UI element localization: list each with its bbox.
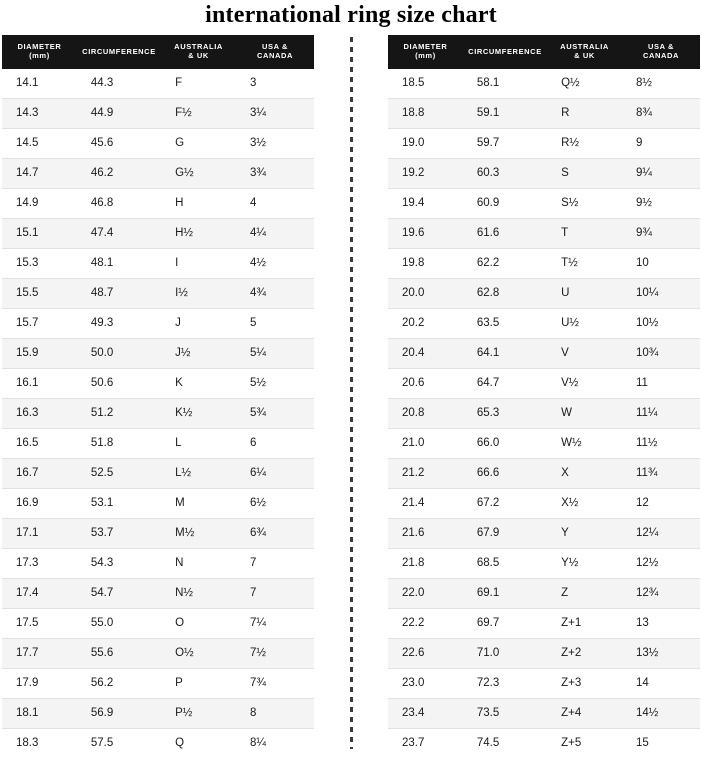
cell-circumference: 71.0 — [463, 638, 547, 668]
cell-circumference: 51.2 — [77, 398, 161, 428]
cell-diameter: 23.4 — [388, 698, 463, 728]
cell-circumference: 51.8 — [77, 428, 161, 458]
cell-usa-canada: 6 — [236, 428, 314, 458]
ring-size-chart-page — [0, 2, 702, 749]
column-header-australia-uk — [161, 35, 236, 69]
table-row — [388, 338, 700, 368]
cell-diameter: 17.5 — [2, 608, 77, 638]
cell-diameter: 18.5 — [388, 69, 463, 99]
cell-australia-uk: H½ — [161, 218, 236, 248]
left-size-table — [2, 35, 314, 758]
cell-circumference: 60.9 — [463, 188, 547, 218]
cell-diameter: 20.4 — [388, 338, 463, 368]
table-row — [388, 308, 700, 338]
cell-diameter: 17.9 — [2, 668, 77, 698]
cell-australia-uk: Q — [161, 728, 236, 758]
cell-usa-canada: 12½ — [622, 548, 700, 578]
cell-circumference: 53.7 — [77, 518, 161, 548]
table-row — [2, 158, 314, 188]
cell-circumference: 64.7 — [463, 368, 547, 398]
cell-usa-canada: 4¼ — [236, 218, 314, 248]
cell-usa-canada: 7¾ — [236, 668, 314, 698]
cell-usa-canada: 10 — [622, 248, 700, 278]
cell-circumference: 66.0 — [463, 428, 547, 458]
cell-diameter: 21.0 — [388, 428, 463, 458]
cell-diameter: 20.2 — [388, 308, 463, 338]
cell-usa-canada: 7½ — [236, 638, 314, 668]
cell-usa-canada: 4¾ — [236, 278, 314, 308]
cell-diameter: 19.4 — [388, 188, 463, 218]
table-row — [388, 128, 700, 158]
cell-circumference: 54.7 — [77, 578, 161, 608]
table-row — [388, 638, 700, 668]
table-row — [2, 698, 314, 728]
cell-diameter: 18.8 — [388, 98, 463, 128]
cell-diameter: 17.1 — [2, 518, 77, 548]
cell-circumference: 44.3 — [77, 69, 161, 99]
cell-australia-uk: O½ — [161, 638, 236, 668]
cell-usa-canada: 11¾ — [622, 458, 700, 488]
cell-circumference: 67.9 — [463, 518, 547, 548]
cell-australia-uk: K½ — [161, 398, 236, 428]
cell-diameter: 21.2 — [388, 458, 463, 488]
cell-circumference: 74.5 — [463, 728, 547, 758]
cell-usa-canada: 8½ — [622, 69, 700, 99]
cell-diameter: 19.6 — [388, 218, 463, 248]
cell-diameter: 16.5 — [2, 428, 77, 458]
table-row — [2, 368, 314, 398]
cell-usa-canada: 13½ — [622, 638, 700, 668]
cell-usa-canada: 8¾ — [622, 98, 700, 128]
cell-usa-canada: 8 — [236, 698, 314, 728]
cell-circumference: 69.7 — [463, 608, 547, 638]
cell-circumference: 59.7 — [463, 128, 547, 158]
cell-diameter: 16.3 — [2, 398, 77, 428]
right-table-header — [388, 35, 700, 69]
table-row — [388, 668, 700, 698]
cell-australia-uk: U — [547, 278, 622, 308]
cell-usa-canada: 5¾ — [236, 398, 314, 428]
table-row — [2, 338, 314, 368]
table-row — [388, 248, 700, 278]
cell-usa-canada: 3 — [236, 69, 314, 99]
cell-diameter: 14.9 — [2, 188, 77, 218]
cell-usa-canada: 10¾ — [622, 338, 700, 368]
column-header-circumference — [463, 35, 547, 69]
cell-circumference: 48.1 — [77, 248, 161, 278]
cell-australia-uk: Y — [547, 518, 622, 548]
charts-container — [0, 35, 702, 758]
cell-diameter: 15.9 — [2, 338, 77, 368]
cell-australia-uk: O — [161, 608, 236, 638]
cell-circumference: 59.1 — [463, 98, 547, 128]
cell-usa-canada: 3¾ — [236, 158, 314, 188]
cell-circumference: 55.0 — [77, 608, 161, 638]
cell-australia-uk: R½ — [547, 128, 622, 158]
cell-circumference: 45.6 — [77, 128, 161, 158]
cell-circumference: 57.5 — [77, 728, 161, 758]
table-row — [388, 69, 700, 99]
cell-australia-uk: T½ — [547, 248, 622, 278]
cell-circumference: 50.0 — [77, 338, 161, 368]
cell-australia-uk: I — [161, 248, 236, 278]
table-row — [2, 488, 314, 518]
table-row — [2, 398, 314, 428]
cell-usa-canada: 5½ — [236, 368, 314, 398]
table-row — [388, 728, 700, 758]
cell-circumference: 50.6 — [77, 368, 161, 398]
cell-australia-uk: W½ — [547, 428, 622, 458]
cell-australia-uk: V½ — [547, 368, 622, 398]
cell-circumference: 62.8 — [463, 278, 547, 308]
cell-diameter: 15.5 — [2, 278, 77, 308]
cell-circumference: 46.2 — [77, 158, 161, 188]
cell-diameter: 23.7 — [388, 728, 463, 758]
header-row — [388, 35, 700, 69]
cell-diameter: 14.5 — [2, 128, 77, 158]
table-row — [2, 188, 314, 218]
table-row — [388, 158, 700, 188]
cell-usa-canada: 7 — [236, 578, 314, 608]
cell-australia-uk: Z+4 — [547, 698, 622, 728]
table-row — [388, 398, 700, 428]
column-header-usa-canada — [622, 35, 700, 69]
header-row — [2, 35, 314, 69]
cell-usa-canada: 9¾ — [622, 218, 700, 248]
cell-circumference: 63.5 — [463, 308, 547, 338]
cell-australia-uk: Q½ — [547, 69, 622, 99]
table-row — [2, 668, 314, 698]
cell-usa-canada: 11¼ — [622, 398, 700, 428]
table-row — [2, 578, 314, 608]
cell-usa-canada: 3¼ — [236, 98, 314, 128]
column-header-circumference-line1: CIRCUMFERENCE — [82, 46, 156, 56]
cell-usa-canada: 5¼ — [236, 338, 314, 368]
cell-diameter: 16.9 — [2, 488, 77, 518]
cell-usa-canada: 3½ — [236, 128, 314, 158]
cell-diameter: 22.2 — [388, 608, 463, 638]
cell-diameter: 21.8 — [388, 548, 463, 578]
cell-australia-uk: F½ — [161, 98, 236, 128]
column-header-australia-uk — [547, 35, 622, 69]
cell-usa-canada: 7 — [236, 548, 314, 578]
cell-australia-uk: L — [161, 428, 236, 458]
cell-australia-uk: Z+1 — [547, 608, 622, 638]
cell-circumference: 61.6 — [463, 218, 547, 248]
cell-circumference: 55.6 — [77, 638, 161, 668]
cell-circumference: 65.3 — [463, 398, 547, 428]
cell-usa-canada: 14½ — [622, 698, 700, 728]
cell-usa-canada: 7¼ — [236, 608, 314, 638]
cell-circumference: 66.6 — [463, 458, 547, 488]
cell-diameter: 17.4 — [2, 578, 77, 608]
cell-usa-canada: 11 — [622, 368, 700, 398]
cell-circumference: 47.4 — [77, 218, 161, 248]
cell-australia-uk: J½ — [161, 338, 236, 368]
cell-australia-uk: S½ — [547, 188, 622, 218]
table-row — [2, 128, 314, 158]
page-title: international ring size chart — [205, 2, 497, 28]
cell-diameter: 21.4 — [388, 488, 463, 518]
cell-circumference: 56.2 — [77, 668, 161, 698]
cell-australia-uk: P½ — [161, 698, 236, 728]
cell-australia-uk: I½ — [161, 278, 236, 308]
table-row — [388, 188, 700, 218]
column-header-australia-uk-line1: AUSTRALIA — [560, 42, 609, 51]
cell-diameter: 15.3 — [2, 248, 77, 278]
cell-circumference: 53.1 — [77, 488, 161, 518]
cell-diameter: 15.1 — [2, 218, 77, 248]
cell-circumference: 49.3 — [77, 308, 161, 338]
cell-usa-canada: 9 — [622, 128, 700, 158]
cell-circumference: 52.5 — [77, 458, 161, 488]
cell-circumference: 64.1 — [463, 338, 547, 368]
cell-australia-uk: W — [547, 398, 622, 428]
column-header-diameter-line2: (mm) — [29, 51, 50, 61]
cell-australia-uk: X — [547, 458, 622, 488]
table-row — [388, 608, 700, 638]
cell-usa-canada: 4½ — [236, 248, 314, 278]
cell-circumference: 48.7 — [77, 278, 161, 308]
table-row — [388, 278, 700, 308]
cell-usa-canada: 15 — [622, 728, 700, 758]
cell-diameter: 14.1 — [2, 69, 77, 99]
cell-diameter: 14.7 — [2, 158, 77, 188]
cell-australia-uk: G½ — [161, 158, 236, 188]
cell-diameter: 15.7 — [2, 308, 77, 338]
cell-circumference: 58.1 — [463, 69, 547, 99]
cell-circumference: 62.2 — [463, 248, 547, 278]
right-size-table — [388, 35, 700, 758]
table-row — [2, 728, 314, 758]
table-row — [388, 458, 700, 488]
divider-line — [350, 37, 353, 749]
cell-diameter: 17.7 — [2, 638, 77, 668]
right-table-body — [388, 69, 700, 758]
cell-australia-uk: V — [547, 338, 622, 368]
column-header-circumference — [77, 35, 161, 69]
table-row — [2, 548, 314, 578]
cell-diameter: 17.3 — [2, 548, 77, 578]
table-row — [388, 548, 700, 578]
cell-circumference: 56.9 — [77, 698, 161, 728]
column-header-diameter — [2, 35, 77, 69]
table-row — [388, 368, 700, 398]
cell-australia-uk: M½ — [161, 518, 236, 548]
cell-usa-canada: 10½ — [622, 308, 700, 338]
cell-diameter: 16.1 — [2, 368, 77, 398]
left-table-header — [2, 35, 314, 69]
column-header-australia-uk-line2: & UK — [574, 51, 595, 61]
cell-usa-canada: 5 — [236, 308, 314, 338]
cell-usa-canada: 11½ — [622, 428, 700, 458]
cell-australia-uk: Y½ — [547, 548, 622, 578]
cell-circumference: 72.3 — [463, 668, 547, 698]
vertical-dotted-divider — [344, 35, 358, 758]
cell-circumference: 69.1 — [463, 578, 547, 608]
cell-usa-canada: 12¾ — [622, 578, 700, 608]
table-row — [2, 98, 314, 128]
column-header-australia-uk-line1: AUSTRALIA — [174, 42, 223, 51]
table-row — [388, 218, 700, 248]
table-row — [2, 458, 314, 488]
cell-diameter: 22.6 — [388, 638, 463, 668]
cell-australia-uk: F — [161, 69, 236, 99]
cell-australia-uk: Z — [547, 578, 622, 608]
cell-australia-uk: L½ — [161, 458, 236, 488]
cell-australia-uk: M — [161, 488, 236, 518]
cell-australia-uk: U½ — [547, 308, 622, 338]
column-header-diameter — [388, 35, 463, 69]
cell-circumference: 60.3 — [463, 158, 547, 188]
table-row — [2, 518, 314, 548]
cell-usa-canada: 4 — [236, 188, 314, 218]
column-header-usa-canada-line1: USA & — [647, 42, 675, 51]
cell-diameter: 21.6 — [388, 518, 463, 548]
cell-australia-uk: X½ — [547, 488, 622, 518]
cell-usa-canada: 12 — [622, 488, 700, 518]
cell-diameter: 19.0 — [388, 128, 463, 158]
cell-diameter: 22.0 — [388, 578, 463, 608]
cell-australia-uk: Z+3 — [547, 668, 622, 698]
cell-australia-uk: N — [161, 548, 236, 578]
column-header-diameter-line2: (mm) — [415, 51, 436, 61]
cell-circumference: 68.5 — [463, 548, 547, 578]
cell-usa-canada: 12¼ — [622, 518, 700, 548]
column-header-circumference-line1: CIRCUMFERENCE — [468, 46, 542, 56]
table-row — [2, 248, 314, 278]
table-row — [2, 218, 314, 248]
cell-diameter: 18.1 — [2, 698, 77, 728]
column-header-usa-canada-line2: CANADA — [642, 51, 680, 61]
cell-usa-canada: 8¼ — [236, 728, 314, 758]
cell-diameter: 18.3 — [2, 728, 77, 758]
table-row — [2, 278, 314, 308]
cell-circumference: 44.9 — [77, 98, 161, 128]
cell-australia-uk: H — [161, 188, 236, 218]
cell-usa-canada: 10¼ — [622, 278, 700, 308]
cell-diameter: 20.6 — [388, 368, 463, 398]
cell-circumference: 54.3 — [77, 548, 161, 578]
cell-usa-canada: 9½ — [622, 188, 700, 218]
cell-usa-canada: 9¼ — [622, 158, 700, 188]
table-row — [2, 308, 314, 338]
cell-australia-uk: Z+5 — [547, 728, 622, 758]
table-row — [2, 638, 314, 668]
cell-diameter: 19.8 — [388, 248, 463, 278]
cell-diameter: 16.7 — [2, 458, 77, 488]
cell-usa-canada: 6¾ — [236, 518, 314, 548]
column-header-diameter-line1: DIAMETER — [17, 42, 62, 51]
cell-usa-canada: 14 — [622, 668, 700, 698]
table-row — [2, 69, 314, 99]
cell-australia-uk: S — [547, 158, 622, 188]
column-header-australia-uk-line2: & UK — [188, 51, 209, 61]
cell-australia-uk: R — [547, 98, 622, 128]
cell-australia-uk: J — [161, 308, 236, 338]
table-row — [388, 98, 700, 128]
cell-circumference: 46.8 — [77, 188, 161, 218]
left-table-body — [2, 69, 314, 758]
cell-circumference: 73.5 — [463, 698, 547, 728]
cell-usa-canada: 6½ — [236, 488, 314, 518]
cell-diameter: 20.0 — [388, 278, 463, 308]
table-row — [388, 518, 700, 548]
table-row — [388, 488, 700, 518]
cell-diameter: 19.2 — [388, 158, 463, 188]
column-header-diameter-line1: DIAMETER — [403, 42, 448, 51]
cell-circumference: 67.2 — [463, 488, 547, 518]
cell-australia-uk: K — [161, 368, 236, 398]
cell-australia-uk: Z+2 — [547, 638, 622, 668]
cell-diameter: 14.3 — [2, 98, 77, 128]
column-header-usa-canada-line1: USA & — [261, 42, 289, 51]
table-row — [388, 428, 700, 458]
cell-usa-canada: 13 — [622, 608, 700, 638]
column-header-usa-canada-line2: CANADA — [256, 51, 294, 61]
table-row — [388, 578, 700, 608]
table-row — [2, 608, 314, 638]
table-row — [2, 428, 314, 458]
cell-australia-uk: P — [161, 668, 236, 698]
cell-diameter: 20.8 — [388, 398, 463, 428]
cell-usa-canada: 6¼ — [236, 458, 314, 488]
cell-australia-uk: N½ — [161, 578, 236, 608]
column-header-usa-canada — [236, 35, 314, 69]
cell-diameter: 23.0 — [388, 668, 463, 698]
cell-australia-uk: G — [161, 128, 236, 158]
table-row — [388, 698, 700, 728]
cell-australia-uk: T — [547, 218, 622, 248]
